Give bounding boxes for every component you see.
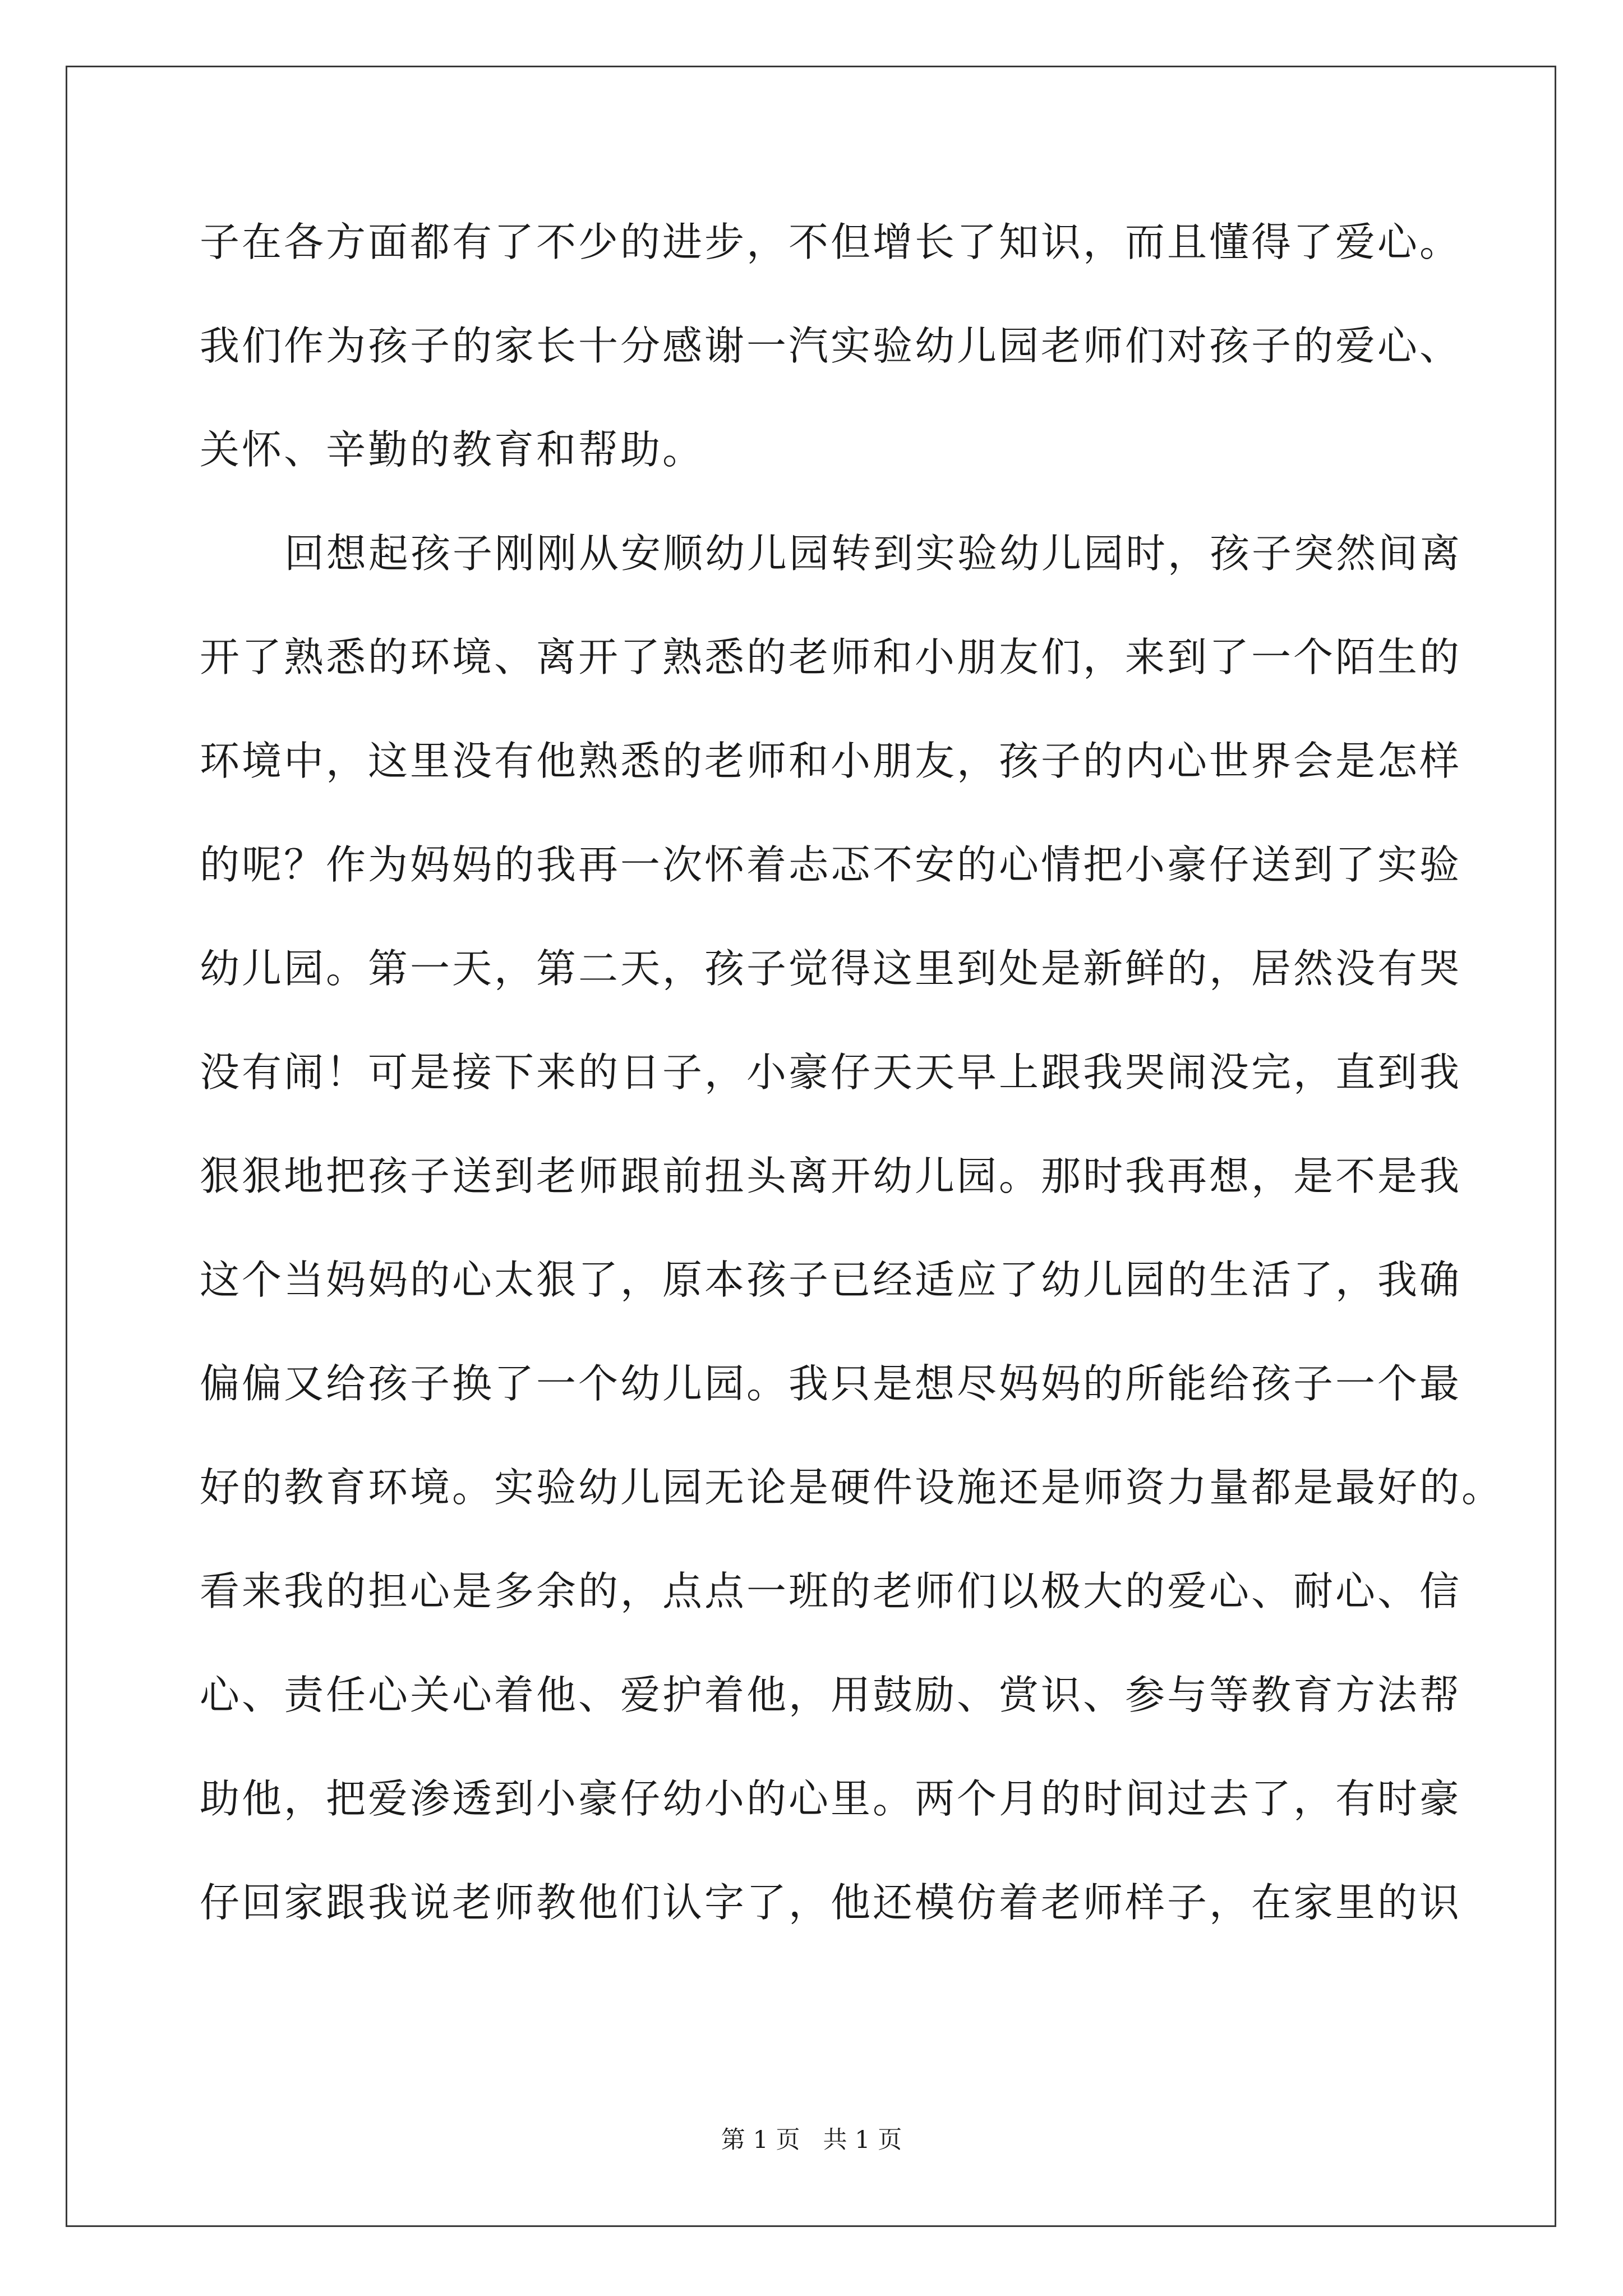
body-text-line: 好的教育环境。实验幼儿园无论是硬件设施还是师资力量都是最好的。	[200, 1464, 1504, 1511]
body-text-line: 开了熟悉的环境、离开了熟悉的老师和小朋友们，来到了一个陌生的	[200, 634, 1462, 680]
body-text-line: 子在各方面都有了不少的进步，不但增长了知识，而且懂得了爱心。	[200, 219, 1462, 265]
body-text-line: 幼儿园。第一天，第二天，孩子觉得这里到处是新鲜的，居然没有哭	[200, 945, 1462, 992]
body-text-line: 回想起孩子刚刚从安顺幼儿园转到实验幼儿园时，孩子突然间离	[284, 530, 1463, 577]
body-text-line: 看来我的担心是多余的，点点一班的老师们以极大的爱心、耐心、信	[200, 1568, 1462, 1614]
body-text-line: 我们作为孩子的家长十分感谢一汽实验幼儿园老师们对孩子的爱心、	[200, 323, 1462, 369]
body-text-line: 助他，把爱渗透到小豪仔幼小的心里。两个月的时间过去了，有时豪	[200, 1775, 1462, 1822]
body-text-line: 这个当妈妈的心太狠了，原本孩子已经适应了幼儿园的生活了，我确	[200, 1257, 1462, 1303]
body-text-line: 仔回家跟我说老师教他们认字了，他还模仿着老师样子，在家里的识	[200, 1879, 1462, 1926]
body-text-line: 没有闹！可是接下来的日子，小豪仔天天早上跟我哭闹没完，直到我	[200, 1049, 1462, 1096]
body-text-line: 关怀、辛勤的教育和帮助。	[200, 426, 705, 473]
body-text-line: 的呢？作为妈妈的我再一次怀着忐忑不安的心情把小豪仔送到了实验	[200, 841, 1462, 888]
body-text-line: 环境中，这里没有他熟悉的老师和小朋友，孩子的内心世界会是怎样	[200, 738, 1462, 784]
page-number-footer: 第 1 页 共 1 页	[721, 2126, 902, 2154]
body-text-line: 偏偏又给孩子换了一个幼儿园。我只是想尽妈妈的所能给孩子一个最	[200, 1360, 1462, 1407]
body-text-line: 心、责任心关心着他、爱护着他，用鼓励、赏识、参与等教育方法帮	[200, 1672, 1462, 1718]
body-text-line: 狠狠地把孩子送到老师跟前扭头离开幼儿园。那时我再想，是不是我	[200, 1153, 1462, 1199]
